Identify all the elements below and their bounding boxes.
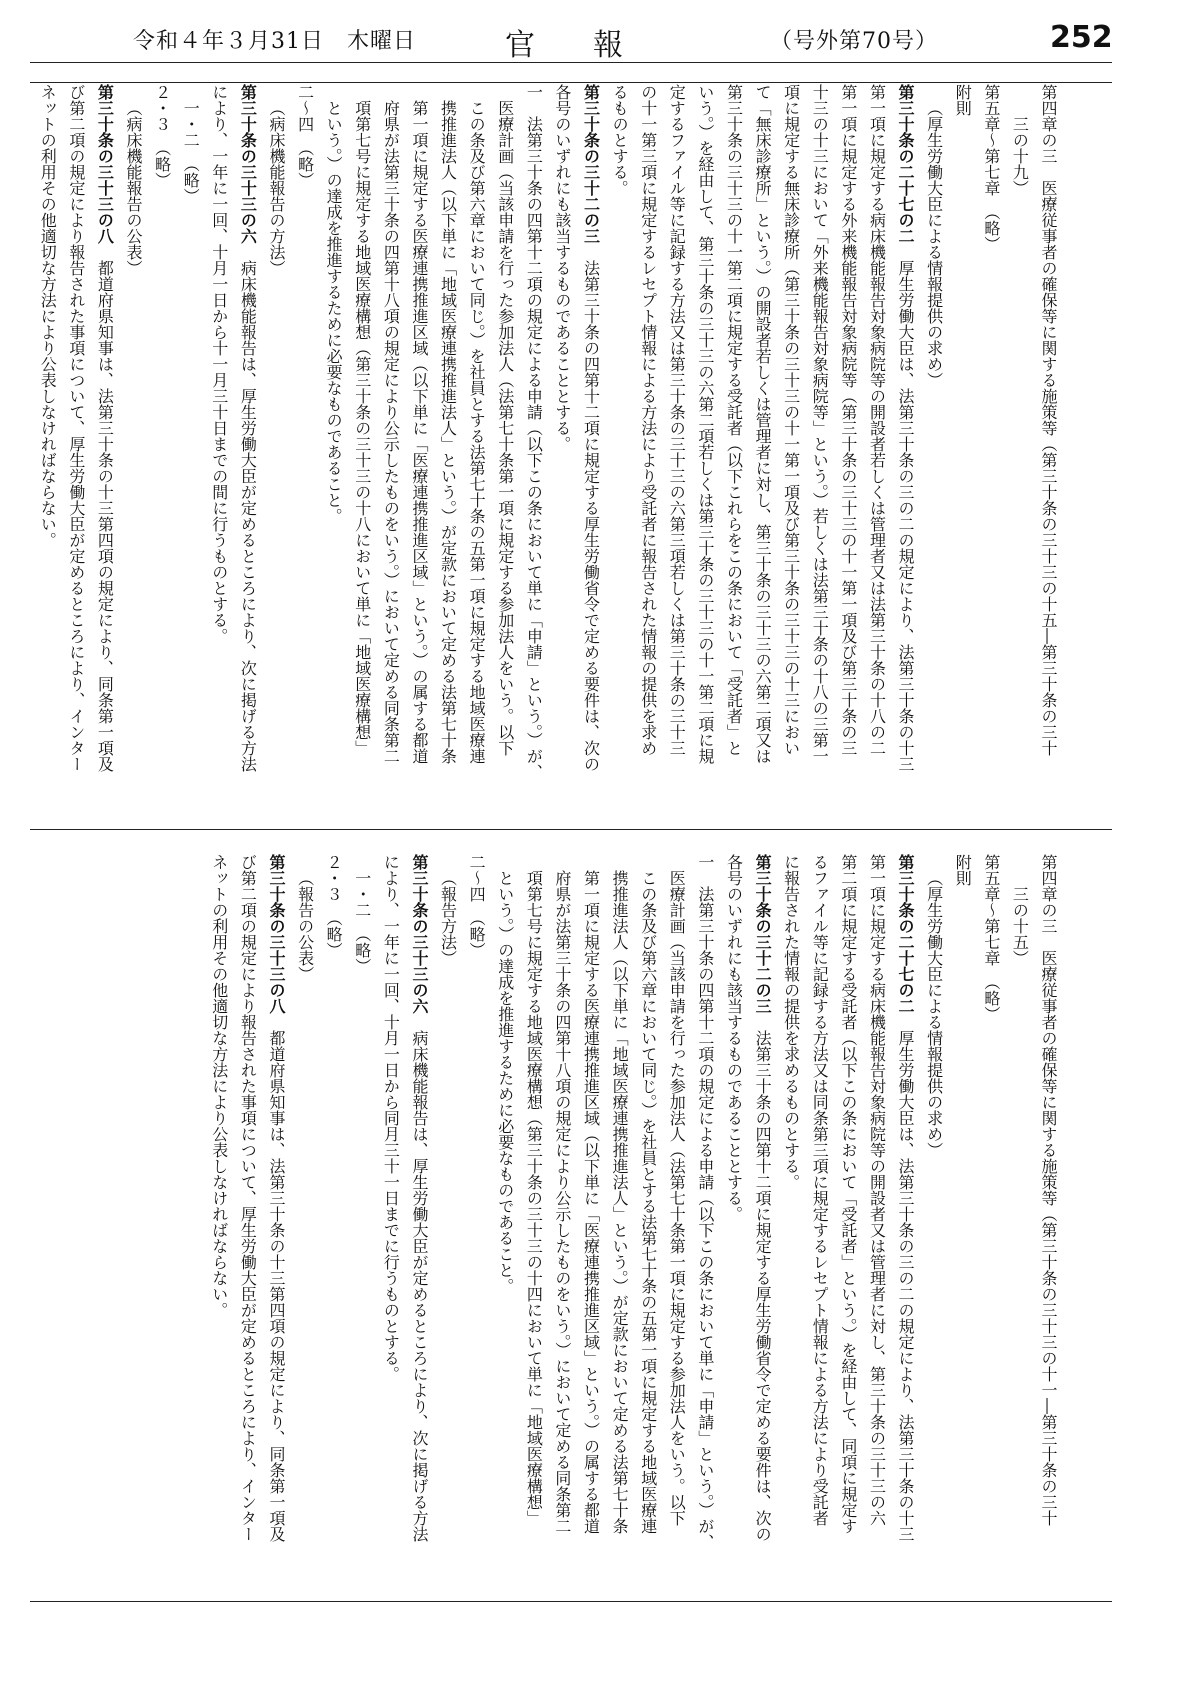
- item-line: この条及び第六章において同じ。）を社員とする法第七十条の五第一項に規定する地域医療連: [467, 100, 487, 764]
- vertical-text-block: [204, 854, 1062, 1596]
- page-header: [0, 0, 1181, 62]
- article-caption: （報告方法）: [438, 870, 458, 966]
- article-line: 第三十条の三十三の八 都道府県知事は、法第三十条の十三第四項の規定により、同条第一項及: [95, 84, 115, 772]
- article-caption: （病床機能報告の公表）: [124, 100, 143, 276]
- header-rule: [30, 62, 1112, 63]
- article-number: 第三十条の三十三の六: [409, 854, 429, 1014]
- paragraphs-omitted: ２・３ （略）: [324, 854, 344, 958]
- article-number: 第三十条の三十三の八: [95, 84, 115, 244]
- items-omitted: 二〜四 （略）: [295, 84, 315, 188]
- article-number: 第三十条の三十三の六: [238, 84, 258, 244]
- item-line: この条及び第六章において同じ。）を社員とする法第七十条の五第一項に規定する地域医療連: [638, 870, 658, 1534]
- article-number: 第三十条の三十二の三: [581, 84, 601, 244]
- article-line: 第三十条の二十七の二 厚生労働大臣は、法第三十条の三の二の規定により、法第三十条の十三: [896, 854, 916, 1542]
- item-line: という。）の達成を推進するために必要なものであること。: [324, 100, 344, 524]
- article-line: 第三十条の三十三の八 都道府県知事は、法第三十条の十三第四項の規定により、同条第一項及: [266, 854, 286, 1542]
- article-caption: （病床機能報告の方法）: [266, 100, 286, 276]
- item-line: 医療計画（当該申請を行った参加法人（法第七十条第一項に規定する参加法人をいう。以下: [495, 100, 515, 756]
- item-line: 項第七号に規定する地域医療構想（第三十条の三十三の十八において単に「地域医療構想」: [352, 100, 372, 756]
- page-number: 252: [1050, 20, 1113, 55]
- item-line: 府県が法第三十条の四第十八項の規定により公示したものをいう。）において定める同条第二: [552, 870, 572, 1534]
- chapter-title-cont: 三の十九）: [1010, 116, 1030, 196]
- chapters-omitted: 第五章〜第七章 （略）: [981, 854, 1001, 1022]
- article-number: 第三十条の二十七の二: [896, 84, 916, 244]
- item-line: 府県が法第三十条の四第十八項の規定により公示したものをいう。）において定める同条第二: [381, 100, 401, 764]
- article-line: び第二項の規定により報告された事項について、厚生労働大臣が定めるところにより、インター: [66, 84, 86, 772]
- article-line: て「無床診療所」という。）の開設者若しくは管理者に対し、第三十条の三十三の六第二項又は: [753, 84, 773, 764]
- article-line: いう。）を経由して、第三十条の三十三の六第二項若しくは第三十条の三十三の十一第二項に規: [695, 84, 715, 764]
- chapter-title: 第四章の三 医療従事者の確保等に関する施策等（第三十条の三十三の十五―第三十条の三十: [1039, 84, 1058, 756]
- item-line: 第一項に規定する医療連携推進区域（以下単に「医療連携推進区域」という。）の属する都道: [409, 100, 429, 764]
- supplementary-heading: 附則: [953, 854, 973, 886]
- article-line: 各号のいずれにも該当するものであることとする。: [724, 854, 744, 1222]
- article-line: に報告された情報の提供を求めるものとする。: [781, 854, 801, 1190]
- article-line: 第二項に規定する受託者（以下この条において「受託者」という。）を経由して、同項に規定す: [838, 854, 858, 1534]
- article-line: 各号のいずれにも該当するものであることとする。: [552, 84, 572, 452]
- article-line: び第二項の規定により報告された事項について、厚生労働大臣が定めるところにより、インター: [238, 854, 258, 1542]
- article-line: 十三の十三において「外来機能報告対象病院等」という。）若しくは法第三十条の十八の三第一: [810, 84, 830, 764]
- item-line: 医療計画（当該申請を行った参加法人（法第七十条第一項に規定する参加法人をいう。以下: [667, 870, 687, 1526]
- item-line: 携推進法人（以下単に「地域医療連携推進法人」という。）が定款において定める法第七十条: [610, 870, 630, 1534]
- article-line: により、一年に一回、十月一日から十一月三十日までの間に行うものとする。: [209, 84, 229, 644]
- article-line: 第三十条の三十二の三 法第三十条の四第十二項に規定する厚生労働省令で定める要件は、次の: [753, 854, 773, 1542]
- article-line: 定するファイル等に記録する方法又は第三十条の三十三の六第三項若しくは第三十条の三十三: [667, 84, 687, 756]
- paper-title: 官報: [505, 28, 681, 63]
- article-line: 第三十条の二十七の二 厚生労働大臣は、法第三十条の三の二の規定により、法第三十条の十三: [896, 84, 916, 772]
- chapters-omitted: 第五章〜第七章 （略）: [981, 84, 1001, 252]
- article-line: の十一第三項に規定するレセプト情報による方法により受託者に報告された情報の提供を求め: [638, 84, 658, 756]
- article-number: 第三十条の二十七の二: [896, 854, 916, 1014]
- article-line: 第三十条の三十三の十一第二項に規定する受託者（以下これらをこの条において「受託者」と: [724, 84, 744, 756]
- article-caption: （厚生労働大臣による情報提供の求め）: [924, 870, 944, 1158]
- vertical-text-block: [33, 84, 1062, 826]
- chapter-title-cont: 三の十五）: [1010, 886, 1030, 966]
- items-omitted: 一・二 （略）: [352, 870, 372, 974]
- article-line: 第一項に規定する病床機能報告対象病院等の開設者若しくは管理者又は法第三十条の十八の二: [867, 84, 887, 756]
- items-omitted: 二〜四 （略）: [467, 854, 487, 958]
- item-line: 一 法第三十条の四第十二項の規定による申請（以下この条において単に「申請」という。）が、: [524, 84, 544, 780]
- article-number: 第三十条の三十三の八: [266, 854, 286, 1014]
- supplementary-heading: 附則: [953, 84, 973, 116]
- article-caption: （厚生労働大臣による情報提供の求め）: [924, 100, 944, 388]
- paragraphs-omitted: ２・３ （略）: [152, 84, 172, 188]
- item-line: 一 法第三十条の四第十二項の規定による申請（以下この条において単に「申請」という。）が、: [695, 854, 715, 1550]
- article-line: 第三十条の三十三の六 病床機能報告は、厚生労働大臣が定めるところにより、次に掲げる方法: [238, 84, 258, 772]
- article-line: 第一項に規定する病床機能報告対象病院等の開設者又は管理者に対し、第三十条の三十三の六: [867, 854, 887, 1526]
- article-line: るものとする。: [610, 84, 630, 196]
- chapter-title: 第四章の三 医療従事者の確保等に関する施策等（第三十条の三十三の十一―第三十条の三十: [1039, 854, 1058, 1526]
- article-line: 第三十条の三十三の六 病床機能報告は、厚生労働大臣が定めるところにより、次に掲げる方法: [409, 854, 429, 1542]
- middle-rule: [30, 829, 1112, 830]
- article-caption: （報告の公表）: [295, 870, 315, 982]
- item-line: という。）の達成を推進するために必要なものであること。: [495, 870, 515, 1294]
- issue-date: 令和４年３月31日 木曜日: [133, 29, 416, 54]
- article-number: 第三十条の三十二の三: [753, 854, 773, 1014]
- issue-number: （号外第70号）: [770, 29, 938, 54]
- article-line: 第一項に規定する外来機能報告対象病院等（第三十条の三十三の十一第一項及び第三十条の三: [838, 84, 858, 756]
- item-line: 項第七号に規定する地域医療構想（第三十条の三十三の十四において単に「地域医療構想」: [524, 870, 544, 1526]
- article-line: ネットの利用その他適切な方法により公表しなければならない。: [209, 854, 229, 1318]
- items-omitted: 一・二 （略）: [181, 100, 201, 204]
- article-line: により、一年に一回、十月一日から同月三十一日までに行うものとする。: [381, 854, 401, 1382]
- article-line: 第三十条の三十二の三 法第三十条の四第十二項に規定する厚生労働省令で定める要件は、次の: [581, 84, 601, 772]
- item-line: 携推進法人（以下単に「地域医療連携推進法人」という。）が定款において定める法第七十条: [438, 100, 458, 764]
- section-before-amendment: [30, 854, 1112, 1596]
- article-line: るファイル等に記録する方法又は同条第三項に規定するレセプト情報による方法により受託者: [810, 854, 830, 1526]
- item-line: 第一項に規定する医療連携推進区域（以下単に「医療連携推進区域」という。）の属する都道: [581, 870, 601, 1534]
- bottom-rule: [30, 1601, 1112, 1602]
- article-line: ネットの利用その他適切な方法により公表しなければならない。: [38, 84, 58, 548]
- section-after-amendment: [30, 84, 1112, 826]
- top-rule: [30, 82, 1112, 83]
- article-line: 項に規定する無床診療所（第三十条の三十三の十一第一項及び第三十条の三十三の十三におい: [781, 84, 801, 756]
